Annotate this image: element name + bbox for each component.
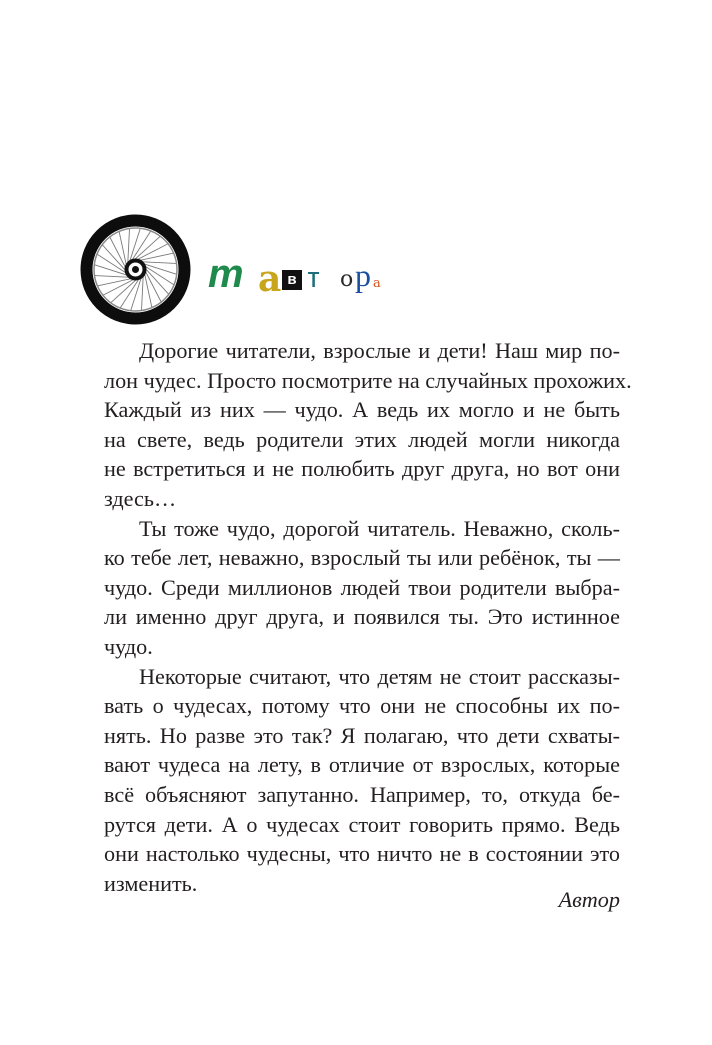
text-line: чудо. Среди миллионов людей твои родители выбра- [104, 574, 620, 600]
heading-letter: в [282, 270, 302, 290]
bicycle-wheel-icon [80, 214, 191, 325]
text-line: они настолько чудесны, что ничто не в состоянии это [104, 841, 620, 867]
text-line: лон чудес. Просто посмотрите на случайных прохожих. [104, 367, 632, 393]
text-line: изменить. [104, 870, 198, 896]
text-line: ко тебе лет, неважно, взрослый ты или ребёнок, ты — [104, 545, 620, 571]
wheel-spoke [120, 277, 140, 307]
wheel-spoke [95, 265, 129, 276]
wheel-spoke [97, 254, 127, 274]
paragraph [104, 514, 620, 662]
paragraph [104, 662, 620, 899]
text-line: вать о чудесах, потому что они не способны их по- [104, 693, 620, 719]
text-line: нять. Но разве это так? Я полагаю, что дети схваты- [104, 722, 620, 748]
text-line: всё объясняют запутанно. Например, то, откуда бе- [104, 781, 620, 807]
wheel-spoke [131, 231, 151, 261]
wheel-spoke [142, 263, 176, 274]
text-line: ли именно друг друга, и появился ты. Это истинное [104, 604, 620, 630]
chapter-heading [80, 214, 380, 326]
wheel-spoke [129, 229, 140, 263]
heading-letter: р [355, 257, 371, 293]
text-line: вают чудеса на лету, в отличие от взрослых, которые [104, 752, 620, 778]
text-line: Некоторые считают, что детям не стоит рассказы- [139, 663, 620, 689]
wheel-spoke [95, 276, 131, 278]
heading-letter: т [208, 252, 244, 296]
wheel-spoke [143, 265, 173, 285]
heading-letter: а [258, 258, 282, 300]
text-line: Каждый из них — чудо. А ведь их могло и не быть [104, 397, 620, 423]
paragraph [104, 336, 632, 514]
text-line: на свете, ведь родители этих людей могли никогда [104, 426, 620, 452]
heading-letter: т [305, 261, 322, 294]
text-line: Дорогие читатели, взрослые и дети! Наш мир по- [139, 338, 620, 363]
wheel-spoke [131, 276, 142, 310]
heading-letter: о [340, 267, 354, 292]
body-text [104, 336, 632, 898]
wheel-spoke [140, 262, 176, 264]
text-line: здесь… [104, 485, 177, 511]
text-line: не встретиться и не полюбить друг друга, но вот они [104, 456, 620, 482]
text-line: Ты тоже чудо, дорогой читатель. Неважно, сколь- [139, 515, 620, 541]
text-line: чудо. [104, 633, 153, 659]
text-line: рутся дети. А о чудесах стоит говорить прямо. Ведь [104, 811, 620, 837]
author-signature: Автор [558, 887, 620, 912]
wheel-spoke [142, 274, 144, 310]
heading-letter: а [373, 276, 381, 291]
wheel-spoke [128, 229, 130, 265]
